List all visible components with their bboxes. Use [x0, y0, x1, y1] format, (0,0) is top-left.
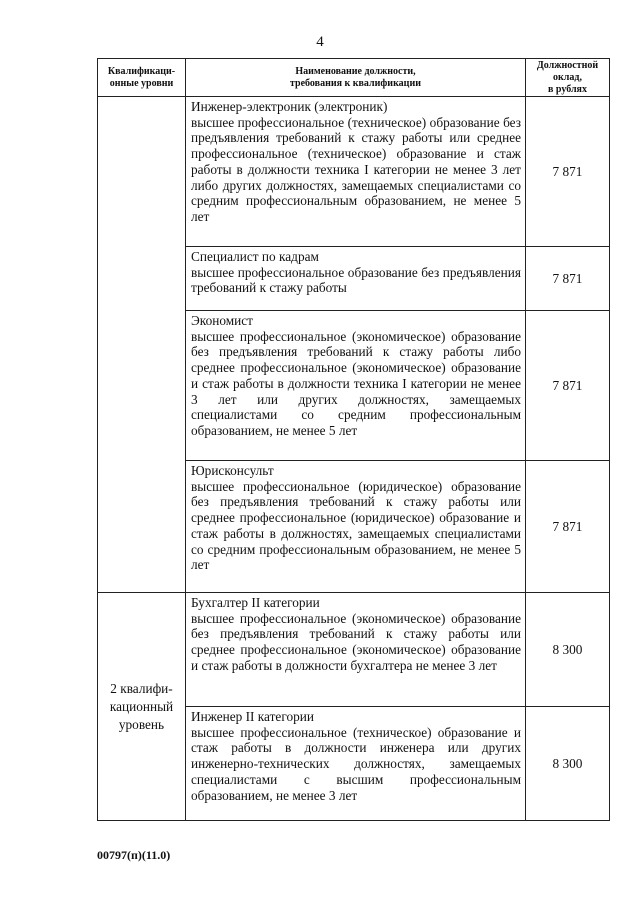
position-requirements: высшее профессиональное (экономическое) образование без предъявления требований к стажу работы или среднее профессиональное (экономическое) образование и стаж работы в должности бухгалтера не менее 3 лет — [191, 610, 521, 673]
position-title: Инженер-электроник (электроник) — [191, 99, 388, 114]
position-requirements: высшее профессиональное образование без предъявления требований к стажу работы — [191, 264, 521, 296]
position-cell — [186, 247, 526, 311]
position-cell — [186, 707, 526, 821]
document-code: 00797(п)(11.0) — [97, 848, 171, 862]
salary-cell: 7 871 — [526, 311, 610, 461]
qualification-table — [97, 58, 610, 821]
position-title: Бухгалтер II категории — [191, 595, 320, 610]
level-2-cell: 2 квалифи- кационный уровень — [98, 593, 186, 821]
position-title: Инженер II категории — [191, 709, 314, 724]
salary-cell: 7 871 — [526, 247, 610, 311]
position-cell — [186, 311, 526, 461]
salary-cell: 8 300 — [526, 707, 610, 821]
position-cell — [186, 461, 526, 593]
position-requirements: высшее профессиональное (экономическое) образование без предъявления требований к стажу работы либо среднее профессиональное (экономическое) образование и стаж работы в должности техника I категории не менее 3 лет или других должностях, замещаемых специалистами со средним профессиональным образованием, не менее 5 лет — [191, 328, 521, 438]
salary-cell: 7 871 — [526, 97, 610, 247]
position-title: Специалист по кадрам — [191, 249, 319, 264]
position-cell — [186, 593, 526, 707]
table-header-row — [98, 59, 610, 97]
header-qualification-levels: Квалификаци- онные уровни — [98, 59, 186, 97]
table-row — [98, 97, 610, 247]
position-requirements: высшее профессиональное (юридическое) образование без предъявления требований к стажу работы или среднее профессиональное (юридическое) образование и стаж работы в должностях, замещаемых специалистами со средним профессиональным образованием, не менее 5 лет — [191, 478, 521, 573]
level-cell-continued — [98, 97, 186, 593]
salary-cell: 7 871 — [526, 461, 610, 593]
salary-cell: 8 300 — [526, 593, 610, 707]
table-row — [98, 593, 610, 707]
position-requirements: высшее профессиональное (техническое) образование и стаж работы в должности инженера или других инженерно-технических должностях, замещаемых специалистами с высшим профессиональным образованием, не менее 3 лет — [191, 724, 521, 803]
position-cell — [186, 97, 526, 247]
position-title: Юрисконсульт — [191, 463, 274, 478]
position-requirements: высшее профессиональное (техническое) образование без предъявления требований к стажу работы или среднее профессиональное (техническое) образование и стаж работы в должности техника I категории не менее 3 лет либо других должностях, замещаемых специалистами со средним профессиональным образованием, не менее 5 лет — [191, 114, 521, 224]
header-position-requirements: Наименование должности, требования к квалификации — [186, 59, 526, 97]
position-title: Экономист — [191, 313, 253, 328]
page-number: 4 — [316, 34, 324, 50]
header-salary: Должностной оклад, в рублях — [526, 59, 610, 97]
